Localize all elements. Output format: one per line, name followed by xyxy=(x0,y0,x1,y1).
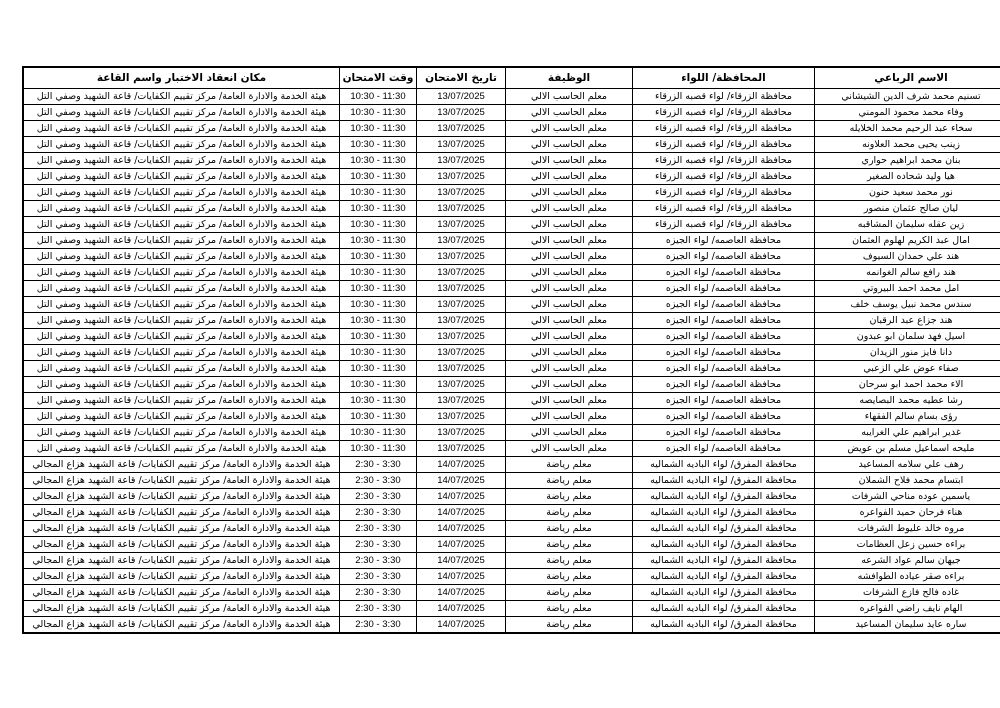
cell-name: وفاء محمد محمود المومني xyxy=(815,105,1000,121)
cell-location: هيئة الخدمة والادارة العامة/ مركز تقييم الكفايات/ قاعة الشهيد وصفي التل xyxy=(23,313,340,329)
cell-name: سندس محمد نبيل يوسف خلف xyxy=(815,297,1000,313)
table-row xyxy=(23,601,1000,617)
column-header-name: الاسم الرباعي xyxy=(815,67,1000,89)
cell-time: 10:30 - 11:30 xyxy=(340,137,417,153)
cell-date: 13/07/2025 xyxy=(417,233,506,249)
cell-job: معلم رياضة xyxy=(506,521,633,537)
cell-gov: محافظة العاصمه/ لواء الجيزه xyxy=(633,345,815,361)
cell-job: معلم رياضة xyxy=(506,569,633,585)
cell-time: 10:30 - 11:30 xyxy=(340,361,417,377)
cell-location: هيئة الخدمة والادارة العامة/ مركز تقييم الكفايات/ قاعة الشهيد وصفي التل xyxy=(23,441,340,457)
cell-name: صفاء عوض علي الزعبي xyxy=(815,361,1000,377)
table-row xyxy=(23,169,1000,185)
cell-name: زين عقله سليمان المشاقبه xyxy=(815,217,1000,233)
cell-gov: محافظة العاصمه/ لواء الجيزه xyxy=(633,361,815,377)
cell-job: معلم الحاسب الالي xyxy=(506,249,633,265)
cell-name: مروه خالد عليوط الشرفات xyxy=(815,521,1000,537)
table-row xyxy=(23,233,1000,249)
table-row xyxy=(23,505,1000,521)
table-row xyxy=(23,89,1000,105)
cell-location: هيئة الخدمة والادارة العامة/ مركز تقييم الكفايات/ قاعة الشهيد هزاع المجالي xyxy=(23,521,340,537)
cell-gov: محافظة المفرق/ لواء الباديه الشماليه xyxy=(633,489,815,505)
cell-name: هيا وليد شحاده الصغير xyxy=(815,169,1000,185)
cell-date: 13/07/2025 xyxy=(417,329,506,345)
cell-date: 13/07/2025 xyxy=(417,281,506,297)
cell-job: معلم الحاسب الالي xyxy=(506,393,633,409)
cell-date: 14/07/2025 xyxy=(417,489,506,505)
table-row xyxy=(23,361,1000,377)
cell-date: 14/07/2025 xyxy=(417,521,506,537)
cell-job: معلم رياضة xyxy=(506,473,633,489)
table-row xyxy=(23,105,1000,121)
cell-time: 10:30 - 11:30 xyxy=(340,185,417,201)
cell-date: 14/07/2025 xyxy=(417,601,506,617)
cell-gov: محافظة المفرق/ لواء الباديه الشماليه xyxy=(633,473,815,489)
cell-gov: محافظة العاصمه/ لواء الجيزه xyxy=(633,377,815,393)
cell-date: 13/07/2025 xyxy=(417,249,506,265)
cell-job: معلم الحاسب الالي xyxy=(506,345,633,361)
cell-job: معلم الحاسب الالي xyxy=(506,201,633,217)
cell-date: 13/07/2025 xyxy=(417,217,506,233)
table-row xyxy=(23,521,1000,537)
cell-location: هيئة الخدمة والادارة العامة/ مركز تقييم الكفايات/ قاعة الشهيد وصفي التل xyxy=(23,281,340,297)
cell-date: 14/07/2025 xyxy=(417,537,506,553)
cell-time: 10:30 - 11:30 xyxy=(340,89,417,105)
cell-date: 13/07/2025 xyxy=(417,137,506,153)
cell-name: اسيل فهد سلمان ابو عبدون xyxy=(815,329,1000,345)
cell-location: هيئة الخدمة والادارة العامة/ مركز تقييم الكفايات/ قاعة الشهيد وصفي التل xyxy=(23,297,340,313)
cell-time: 2:30 - 3:30 xyxy=(340,537,417,553)
cell-location: هيئة الخدمة والادارة العامة/ مركز تقييم الكفايات/ قاعة الشهيد وصفي التل xyxy=(23,105,340,121)
cell-name: هند علي حمدان السيوف xyxy=(815,249,1000,265)
cell-date: 13/07/2025 xyxy=(417,153,506,169)
cell-gov: محافظة العاصمه/ لواء الجيزه xyxy=(633,409,815,425)
cell-time: 10:30 - 11:30 xyxy=(340,233,417,249)
cell-location: هيئة الخدمة والادارة العامة/ مركز تقييم الكفايات/ قاعة الشهيد وصفي التل xyxy=(23,153,340,169)
cell-job: معلم الحاسب الالي xyxy=(506,89,633,105)
cell-name: هند رافع سالم الغوانمه xyxy=(815,265,1000,281)
cell-location: هيئة الخدمة والادارة العامة/ مركز تقييم الكفايات/ قاعة الشهيد وصفي التل xyxy=(23,377,340,393)
cell-gov: محافظة العاصمه/ لواء الجيزه xyxy=(633,393,815,409)
table-row xyxy=(23,153,1000,169)
cell-time: 10:30 - 11:30 xyxy=(340,441,417,457)
cell-date: 14/07/2025 xyxy=(417,553,506,569)
table-row xyxy=(23,585,1000,601)
cell-name: ساره عايد سليمان المساعيد xyxy=(815,617,1000,634)
cell-location: هيئة الخدمة والادارة العامة/ مركز تقييم الكفايات/ قاعة الشهيد هزاع المجالي xyxy=(23,505,340,521)
cell-gov: محافظة العاصمه/ لواء الجيزه xyxy=(633,233,815,249)
cell-location: هيئة الخدمة والادارة العامة/ مركز تقييم الكفايات/ قاعة الشهيد وصفي التل xyxy=(23,361,340,377)
cell-gov: محافظة المفرق/ لواء الباديه الشماليه xyxy=(633,505,815,521)
cell-time: 10:30 - 11:30 xyxy=(340,409,417,425)
cell-job: معلم رياضة xyxy=(506,617,633,634)
cell-job: معلم الحاسب الالي xyxy=(506,441,633,457)
cell-job: معلم الحاسب الالي xyxy=(506,425,633,441)
cell-job: معلم الحاسب الالي xyxy=(506,281,633,297)
cell-gov: محافظة الزرقاء/ لواء قصبه الزرقاء xyxy=(633,153,815,169)
cell-job: معلم الحاسب الالي xyxy=(506,121,633,137)
cell-job: معلم رياضة xyxy=(506,457,633,473)
header-row xyxy=(23,67,1000,89)
cell-gov: محافظة العاصمه/ لواء الجيزه xyxy=(633,425,815,441)
cell-location: هيئة الخدمة والادارة العامة/ مركز تقييم الكفايات/ قاعة الشهيد هزاع المجالي xyxy=(23,601,340,617)
cell-name: ياسمين عوده مناحي الشرفات xyxy=(815,489,1000,505)
cell-gov: محافظة العاصمه/ لواء الجيزه xyxy=(633,329,815,345)
cell-time: 2:30 - 3:30 xyxy=(340,585,417,601)
cell-date: 13/07/2025 xyxy=(417,377,506,393)
cell-time: 2:30 - 3:30 xyxy=(340,521,417,537)
cell-name: دانا فايز منور الزيدان xyxy=(815,345,1000,361)
cell-name: هند جزاع عبد الرقبان xyxy=(815,313,1000,329)
table-body xyxy=(23,89,1000,634)
cell-name: غاده فالح فازع الشرفات xyxy=(815,585,1000,601)
cell-job: معلم رياضة xyxy=(506,601,633,617)
cell-location: هيئة الخدمة والادارة العامة/ مركز تقييم الكفايات/ قاعة الشهيد وصفي التل xyxy=(23,345,340,361)
table-row xyxy=(23,121,1000,137)
cell-time: 10:30 - 11:30 xyxy=(340,153,417,169)
cell-time: 10:30 - 11:30 xyxy=(340,217,417,233)
cell-date: 13/07/2025 xyxy=(417,89,506,105)
column-header-location: مكان انعقاد الاختبار واسم القاعة xyxy=(23,67,340,89)
exam-schedule-table xyxy=(22,66,1000,634)
cell-location: هيئة الخدمة والادارة العامة/ مركز تقييم الكفايات/ قاعة الشهيد وصفي التل xyxy=(23,201,340,217)
cell-date: 13/07/2025 xyxy=(417,425,506,441)
cell-gov: محافظة العاصمه/ لواء الجيزه xyxy=(633,313,815,329)
cell-date: 13/07/2025 xyxy=(417,441,506,457)
column-header-exam-date: تاريخ الامتحان xyxy=(417,67,506,89)
cell-gov: محافظة الزرقاء/ لواء قصبه الزرقاء xyxy=(633,121,815,137)
table-row xyxy=(23,265,1000,281)
cell-location: هيئة الخدمة والادارة العامة/ مركز تقييم الكفايات/ قاعة الشهيد وصفي التل xyxy=(23,121,340,137)
cell-name: براءه صقر عياده الطوافشه xyxy=(815,569,1000,585)
cell-location: هيئة الخدمة والادارة العامة/ مركز تقييم الكفايات/ قاعة الشهيد وصفي التل xyxy=(23,137,340,153)
table-row xyxy=(23,281,1000,297)
cell-gov: محافظة الزرقاء/ لواء قصبه الزرقاء xyxy=(633,169,815,185)
cell-date: 13/07/2025 xyxy=(417,185,506,201)
cell-job: معلم الحاسب الالي xyxy=(506,329,633,345)
cell-gov: محافظة المفرق/ لواء الباديه الشماليه xyxy=(633,537,815,553)
cell-name: نور محمد سعيد حنون xyxy=(815,185,1000,201)
cell-date: 13/07/2025 xyxy=(417,361,506,377)
cell-location: هيئة الخدمة والادارة العامة/ مركز تقييم الكفايات/ قاعة الشهيد هزاع المجالي xyxy=(23,457,340,473)
table-row xyxy=(23,249,1000,265)
cell-time: 10:30 - 11:30 xyxy=(340,425,417,441)
cell-time: 10:30 - 11:30 xyxy=(340,105,417,121)
cell-gov: محافظة المفرق/ لواء الباديه الشماليه xyxy=(633,601,815,617)
column-header-job: الوظيفة xyxy=(506,67,633,89)
column-header-governorate: المحافظة/ اللواء xyxy=(633,67,815,89)
cell-name: ليان صالح عثمان منصور xyxy=(815,201,1000,217)
cell-name: رؤى بسام سالم الفقهاء xyxy=(815,409,1000,425)
cell-job: معلم رياضة xyxy=(506,505,633,521)
cell-job: معلم الحاسب الالي xyxy=(506,233,633,249)
table-row xyxy=(23,569,1000,585)
cell-time: 10:30 - 11:30 xyxy=(340,297,417,313)
table-row xyxy=(23,185,1000,201)
table-row xyxy=(23,409,1000,425)
cell-location: هيئة الخدمة والادارة العامة/ مركز تقييم الكفايات/ قاعة الشهيد وصفي التل xyxy=(23,393,340,409)
cell-gov: محافظة الزرقاء/ لواء قصبه الزرقاء xyxy=(633,185,815,201)
cell-job: معلم رياضة xyxy=(506,585,633,601)
cell-job: معلم الحاسب الالي xyxy=(506,217,633,233)
cell-time: 2:30 - 3:30 xyxy=(340,457,417,473)
cell-job: معلم الحاسب الالي xyxy=(506,153,633,169)
cell-location: هيئة الخدمة والادارة العامة/ مركز تقييم الكفايات/ قاعة الشهيد هزاع المجالي xyxy=(23,553,340,569)
cell-name: الاء محمد احمد ابو سرحان xyxy=(815,377,1000,393)
table-row xyxy=(23,377,1000,393)
table-row xyxy=(23,329,1000,345)
cell-job: معلم الحاسب الالي xyxy=(506,377,633,393)
cell-location: هيئة الخدمة والادارة العامة/ مركز تقييم الكفايات/ قاعة الشهيد وصفي التل xyxy=(23,409,340,425)
cell-job: معلم الحاسب الالي xyxy=(506,169,633,185)
cell-gov: محافظة العاصمه/ لواء الجيزه xyxy=(633,249,815,265)
cell-date: 13/07/2025 xyxy=(417,297,506,313)
cell-time: 10:30 - 11:30 xyxy=(340,393,417,409)
cell-time: 10:30 - 11:30 xyxy=(340,265,417,281)
cell-job: معلم رياضة xyxy=(506,537,633,553)
table-row xyxy=(23,217,1000,233)
cell-gov: محافظة المفرق/ لواء الباديه الشماليه xyxy=(633,617,815,634)
table-row xyxy=(23,297,1000,313)
cell-name: غدير ابراهيم علي الغرايبه xyxy=(815,425,1000,441)
cell-job: معلم رياضة xyxy=(506,553,633,569)
cell-time: 10:30 - 11:30 xyxy=(340,329,417,345)
cell-location: هيئة الخدمة والادارة العامة/ مركز تقييم الكفايات/ قاعة الشهيد وصفي التل xyxy=(23,233,340,249)
table-header xyxy=(23,67,1000,89)
cell-gov: محافظة الزرقاء/ لواء قصبه الزرقاء xyxy=(633,217,815,233)
cell-location: هيئة الخدمة والادارة العامة/ مركز تقييم الكفايات/ قاعة الشهيد وصفي التل xyxy=(23,217,340,233)
table-row xyxy=(23,345,1000,361)
cell-gov: محافظة المفرق/ لواء الباديه الشماليه xyxy=(633,569,815,585)
cell-job: معلم الحاسب الالي xyxy=(506,265,633,281)
cell-location: هيئة الخدمة والادارة العامة/ مركز تقييم الكفايات/ قاعة الشهيد هزاع المجالي xyxy=(23,585,340,601)
cell-gov: محافظة المفرق/ لواء الباديه الشماليه xyxy=(633,585,815,601)
cell-location: هيئة الخدمة والادارة العامة/ مركز تقييم الكفايات/ قاعة الشهيد وصفي التل xyxy=(23,249,340,265)
cell-location: هيئة الخدمة والادارة العامة/ مركز تقييم الكفايات/ قاعة الشهيد وصفي التل xyxy=(23,265,340,281)
cell-date: 14/07/2025 xyxy=(417,457,506,473)
cell-time: 10:30 - 11:30 xyxy=(340,281,417,297)
cell-name: سخاء عبد الرحيم محمد الخلايله xyxy=(815,121,1000,137)
cell-location: هيئة الخدمة والادارة العامة/ مركز تقييم الكفايات/ قاعة الشهيد وصفي التل xyxy=(23,425,340,441)
cell-date: 14/07/2025 xyxy=(417,617,506,634)
cell-gov: محافظة العاصمه/ لواء الجيزه xyxy=(633,441,815,457)
cell-date: 13/07/2025 xyxy=(417,409,506,425)
cell-date: 13/07/2025 xyxy=(417,265,506,281)
cell-name: مليحه اسماعيل مسلم بن عويض xyxy=(815,441,1000,457)
cell-date: 13/07/2025 xyxy=(417,105,506,121)
table-row xyxy=(23,201,1000,217)
cell-location: هيئة الخدمة والادارة العامة/ مركز تقييم الكفايات/ قاعة الشهيد وصفي التل xyxy=(23,329,340,345)
table-row xyxy=(23,137,1000,153)
cell-gov: محافظة الزرقاء/ لواء قصبه الزرقاء xyxy=(633,137,815,153)
cell-job: معلم الحاسب الالي xyxy=(506,297,633,313)
cell-date: 14/07/2025 xyxy=(417,473,506,489)
cell-gov: محافظة الزرقاء/ لواء قصبه الزرقاء xyxy=(633,105,815,121)
cell-date: 14/07/2025 xyxy=(417,569,506,585)
cell-time: 10:30 - 11:30 xyxy=(340,377,417,393)
cell-date: 13/07/2025 xyxy=(417,169,506,185)
column-header-exam-time: وقت الامتحان xyxy=(340,67,417,89)
table-row xyxy=(23,313,1000,329)
cell-gov: محافظة الزرقاء/ لواء قصبه الزرقاء xyxy=(633,89,815,105)
table-row xyxy=(23,489,1000,505)
cell-time: 10:30 - 11:30 xyxy=(340,201,417,217)
cell-gov: محافظة العاصمه/ لواء الجيزه xyxy=(633,297,815,313)
cell-gov: محافظة العاصمه/ لواء الجيزه xyxy=(633,281,815,297)
cell-job: معلم الحاسب الالي xyxy=(506,105,633,121)
cell-location: هيئة الخدمة والادارة العامة/ مركز تقييم الكفايات/ قاعة الشهيد هزاع المجالي xyxy=(23,489,340,505)
cell-location: هيئة الخدمة والادارة العامة/ مركز تقييم الكفايات/ قاعة الشهيد هزاع المجالي xyxy=(23,617,340,634)
cell-gov: محافظة المفرق/ لواء الباديه الشماليه xyxy=(633,553,815,569)
cell-time: 10:30 - 11:30 xyxy=(340,345,417,361)
table-row xyxy=(23,393,1000,409)
cell-time: 10:30 - 11:30 xyxy=(340,169,417,185)
cell-date: 14/07/2025 xyxy=(417,505,506,521)
cell-time: 2:30 - 3:30 xyxy=(340,489,417,505)
cell-job: معلم الحاسب الالي xyxy=(506,361,633,377)
cell-job: معلم الحاسب الالي xyxy=(506,409,633,425)
cell-name: الهام نايف راضي الفواعره xyxy=(815,601,1000,617)
cell-time: 2:30 - 3:30 xyxy=(340,601,417,617)
cell-time: 2:30 - 3:30 xyxy=(340,505,417,521)
table-row xyxy=(23,473,1000,489)
cell-gov: محافظة المفرق/ لواء الباديه الشماليه xyxy=(633,521,815,537)
cell-location: هيئة الخدمة والادارة العامة/ مركز تقييم الكفايات/ قاعة الشهيد هزاع المجالي xyxy=(23,537,340,553)
cell-date: 13/07/2025 xyxy=(417,201,506,217)
cell-date: 13/07/2025 xyxy=(417,121,506,137)
cell-location: هيئة الخدمة والادارة العامة/ مركز تقييم الكفايات/ قاعة الشهيد هزاع المجالي xyxy=(23,569,340,585)
cell-time: 10:30 - 11:30 xyxy=(340,249,417,265)
cell-gov: محافظة العاصمه/ لواء الجيزه xyxy=(633,265,815,281)
cell-name: بنان محمد ابراهيم حواري xyxy=(815,153,1000,169)
cell-job: معلم الحاسب الالي xyxy=(506,313,633,329)
table-row xyxy=(23,425,1000,441)
cell-gov: محافظة الزرقاء/ لواء قصبه الزرقاء xyxy=(633,201,815,217)
table-row xyxy=(23,617,1000,634)
table-row xyxy=(23,457,1000,473)
cell-name: ابتسام محمد فلاح الشملان xyxy=(815,473,1000,489)
cell-name: هناء فرحان حميد الفواعره xyxy=(815,505,1000,521)
table-row xyxy=(23,553,1000,569)
cell-name: امل محمد احمد البيروتي xyxy=(815,281,1000,297)
table-row xyxy=(23,441,1000,457)
cell-job: معلم الحاسب الالي xyxy=(506,185,633,201)
cell-date: 13/07/2025 xyxy=(417,313,506,329)
cell-location: هيئة الخدمة والادارة العامة/ مركز تقييم الكفايات/ قاعة الشهيد وصفي التل xyxy=(23,169,340,185)
cell-time: 2:30 - 3:30 xyxy=(340,617,417,634)
cell-name: رهف علي سلامه المساعيد xyxy=(815,457,1000,473)
cell-name: زينب يحيى محمد العلاونه xyxy=(815,137,1000,153)
cell-name: امال عبد الكريم لهلوم العثمان xyxy=(815,233,1000,249)
cell-gov: محافظة المفرق/ لواء الباديه الشماليه xyxy=(633,457,815,473)
table-row xyxy=(23,537,1000,553)
cell-date: 13/07/2025 xyxy=(417,345,506,361)
cell-time: 10:30 - 11:30 xyxy=(340,313,417,329)
cell-name: براءه حسين زعل العظامات xyxy=(815,537,1000,553)
cell-name: جيهان سالم عواد الشرعه xyxy=(815,553,1000,569)
cell-location: هيئة الخدمة والادارة العامة/ مركز تقييم الكفايات/ قاعة الشهيد وصفي التل xyxy=(23,185,340,201)
cell-date: 14/07/2025 xyxy=(417,585,506,601)
cell-job: معلم رياضة xyxy=(506,489,633,505)
cell-date: 13/07/2025 xyxy=(417,393,506,409)
cell-time: 2:30 - 3:30 xyxy=(340,473,417,489)
cell-job: معلم الحاسب الالي xyxy=(506,137,633,153)
cell-location: هيئة الخدمة والادارة العامة/ مركز تقييم الكفايات/ قاعة الشهيد وصفي التل xyxy=(23,89,340,105)
cell-time: 2:30 - 3:30 xyxy=(340,569,417,585)
cell-name: رشا عطيه محمد البصايصه xyxy=(815,393,1000,409)
cell-location: هيئة الخدمة والادارة العامة/ مركز تقييم الكفايات/ قاعة الشهيد هزاع المجالي xyxy=(23,473,340,489)
cell-name: تسنيم محمد شرف الدين الشيشاني xyxy=(815,89,1000,105)
cell-time: 2:30 - 3:30 xyxy=(340,553,417,569)
cell-time: 10:30 - 11:30 xyxy=(340,121,417,137)
